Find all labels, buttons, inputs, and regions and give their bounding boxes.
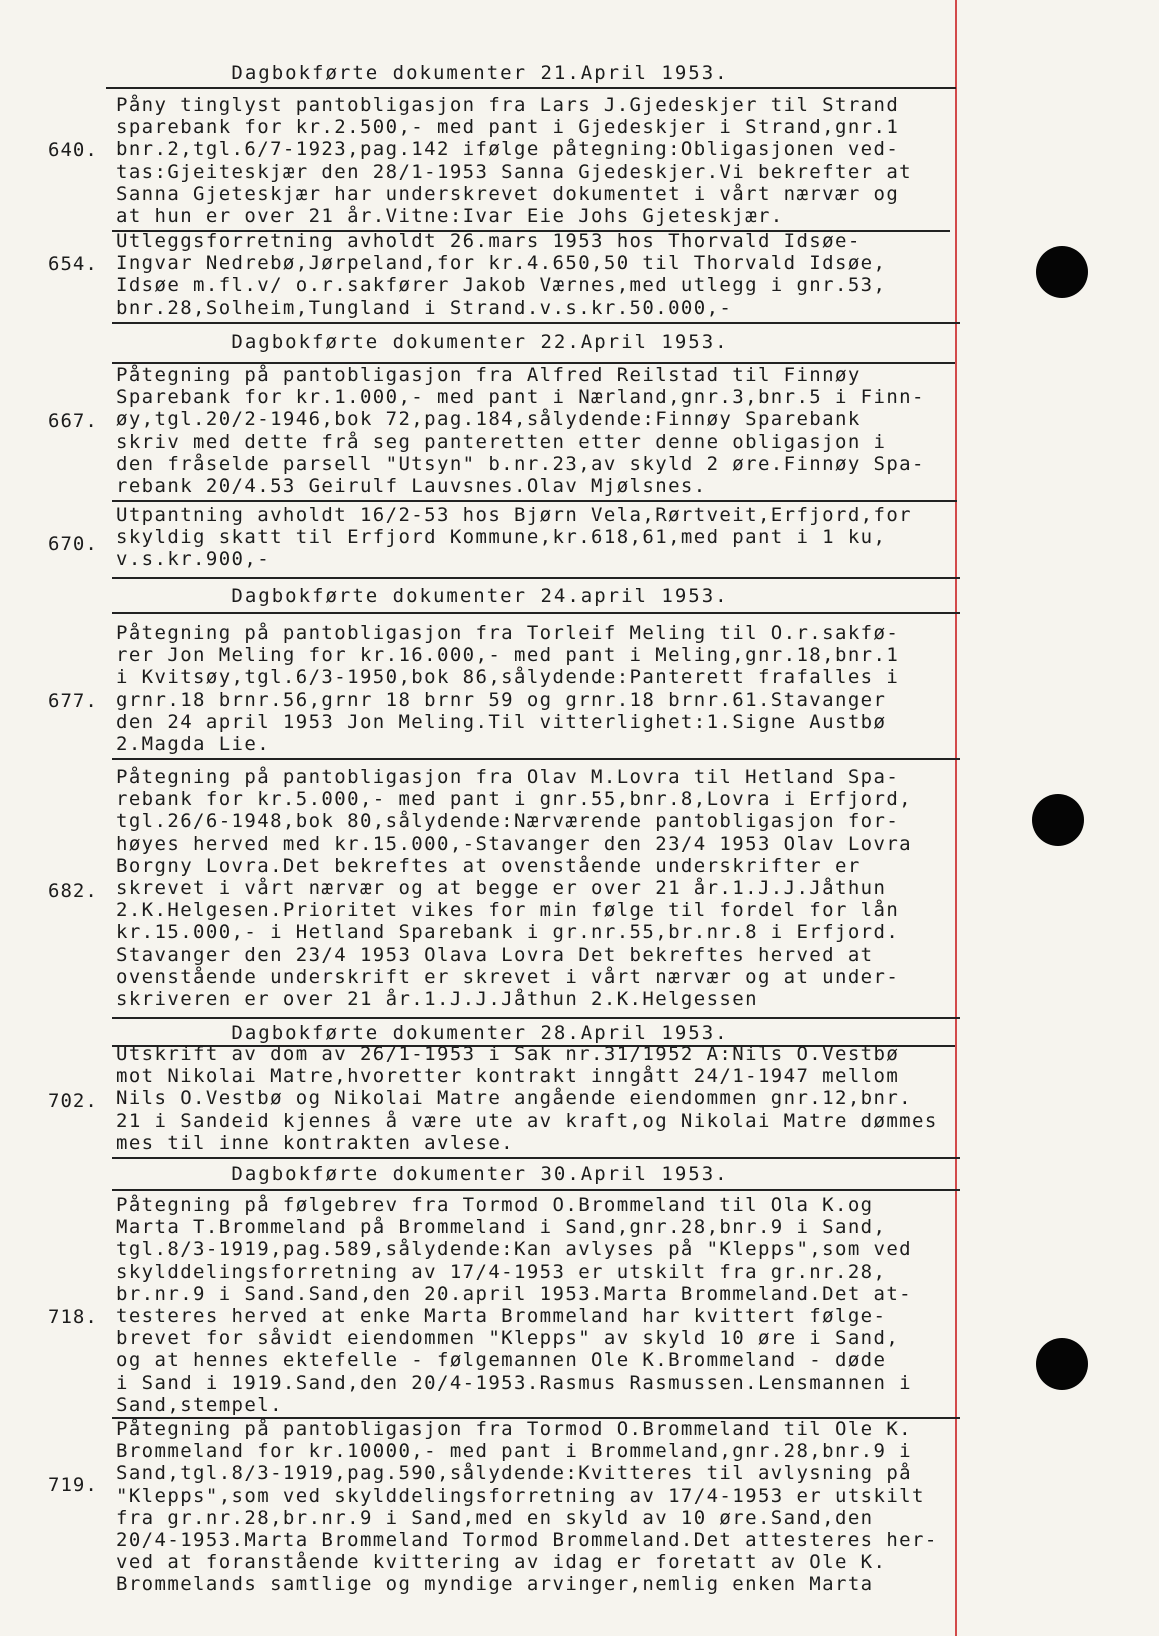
entry-line: 21 i Sandeid kjennes å være ute av kraft,og Nikolai Matre dømmes xyxy=(116,1109,938,1132)
entry-line: rebank for kr.5.000,- med pant i gnr.55,bnr.8,Lovra i Erfjord, xyxy=(116,788,913,811)
entry-line: Nils O.Vestbø og Nikolai Matre angående eiendommen gnr.12,bnr. xyxy=(116,1087,913,1110)
entry-text xyxy=(116,1043,938,1154)
entry-line: øy,tgl.20/2-1946,bok 72,pag.184,sålydende:Finnøy Sparebank xyxy=(116,408,861,431)
entry-line: tgl.26/6-1948,bok 80,sålydende:Nærværende pantobligasjon for- xyxy=(116,810,900,833)
entry-line: sparebank for kr.2.500,- med pant i Gjedeskjer i Strand,gnr.1 xyxy=(116,116,900,139)
entry-number: 670. xyxy=(48,533,98,555)
entry-line: 2.Magda Lie. xyxy=(116,733,271,756)
divider xyxy=(112,500,957,502)
entry-line: i Sand i 1919.Sand,den 20/4-1953.Rasmus Rasmussen.Lensmannen i xyxy=(116,1371,913,1394)
entry-line: tas:Gjeiteskjær den 28/1-1953 Sanna Gjedeskjer.Vi bekrefter at xyxy=(116,160,913,183)
divider xyxy=(112,322,960,324)
entry-line: Utleggsforretning avholdt 26.mars 1953 hos Thorvald Idsøe- xyxy=(116,230,861,252)
date-heading: Dagbokførte dokumenter 24.april 1953. xyxy=(231,585,729,607)
entry-line: Ingvar Nedrebø,Jørpeland,for kr.4.650,50 til Thorvald Idsøe, xyxy=(116,252,887,275)
entry-line: Idsøe m.fl.v/ o.r.sakfører Jakob Værnes,med utlegg i gnr.53, xyxy=(116,274,887,297)
divider xyxy=(112,577,960,579)
entry-line: Stavanger den 23/4 1953 Olava Lovra Det bekreftes herved at xyxy=(116,943,874,966)
entry-text xyxy=(116,1418,938,1596)
entry-number: 640. xyxy=(48,139,98,161)
entry-line: Utpantning avholdt 16/2-53 hos Bjørn Vela,Rørtveit,Erfjord,for xyxy=(116,504,913,526)
entry-number: 677. xyxy=(48,690,98,712)
entry-text xyxy=(116,766,912,1010)
entry-line: Borgny Lovra.Det bekreftes at ovenstående underskrifter er xyxy=(116,854,861,877)
divider xyxy=(112,1157,960,1159)
entry-line: br.nr.9 i Sand.Sand,den 20.april 1953.Marta Brommeland.Det at- xyxy=(116,1282,913,1305)
entry-line: mes til inne kontrakten avlese. xyxy=(116,1131,515,1154)
entry-line: mot Nikolai Matre,hvoretter kontrakt inngått 24/1-1947 mellom xyxy=(116,1065,900,1088)
entry-text xyxy=(116,504,912,571)
entry-line: grnr.18 brnr.56,grnr 18 brnr 59 og grnr.18 brnr.61.Stavanger xyxy=(116,688,887,711)
entry-line: skrevet i vårt nærvær og at begge er over 21 år.1.J.J.Jåthun xyxy=(116,877,887,900)
entry-number: 718. xyxy=(48,1306,98,1328)
entry-line: 20/4-1953.Marta Brommeland Tormod Brommeland.Det attesteres her- xyxy=(116,1529,938,1552)
entry-line: Påtegning på pantobligasjon fra Torleif Meling til O.r.sakfø- xyxy=(116,622,900,644)
entry-text xyxy=(116,1194,912,1416)
entry-line: i Kvitsøy,tgl.6/3-1950,bok 86,sålydende:Panterett frafalles i xyxy=(116,666,900,689)
entry-line: Påtegning på pantobligasjon fra Alfred Reilstad til Finnøy xyxy=(116,364,861,386)
entry-line: skyldig skatt til Erfjord Kommune,kr.618,61,med pant i 1 ku, xyxy=(116,526,887,549)
entry-number: 654. xyxy=(48,253,98,275)
entry-line: Marta T.Brommeland på Brommeland i Sand,gnr.28,bnr.9 i Sand, xyxy=(116,1216,887,1239)
punch-hole-icon xyxy=(1036,246,1088,298)
entry-line: Sand,tgl.8/3-1919,pag.590,sålydende:Kvitteres til avlysning på xyxy=(116,1462,913,1485)
entry-line: Påtegning på pantobligasjon fra Tormod O.Brommeland til Ole K. xyxy=(116,1418,913,1440)
entry-line: testeres herved at enke Marta Brommeland har kvittert følge- xyxy=(116,1305,887,1328)
divider xyxy=(112,758,960,760)
date-heading: Dagbokførte dokumenter 21.April 1953. xyxy=(231,62,729,84)
entry-line: Sand,stempel. xyxy=(116,1393,283,1416)
entry-line: bnr.28,Solheim,Tungland i Strand.v.s.kr.50.000,- xyxy=(116,296,733,319)
entry-number: 667. xyxy=(48,410,98,432)
punch-hole-icon xyxy=(1036,1338,1088,1390)
entry-line: skriveren er over 21 år.1.J.J.Jåthun 2.K.Helgessen xyxy=(116,988,758,1011)
entry-line: 2.K.Helgesen.Prioritet vikes for min følge til fordel for lån xyxy=(116,899,900,922)
entry-line: tgl.8/3-1919,pag.589,sålydende:Kan avlyses på "Klepps",som ved xyxy=(116,1238,913,1261)
entry-line: Påtegning på følgebrev fra Tormod O.Brommeland til Ola K.og xyxy=(116,1194,874,1216)
entry-line: Sparebank for kr.1.000,- med pant i Nærland,gnr.3,bnr.5 i Finn- xyxy=(116,386,925,409)
entry-number: 702. xyxy=(48,1090,98,1112)
divider xyxy=(112,612,960,614)
divider xyxy=(112,1189,960,1191)
entry-line: kr.15.000,- i Hetland Sparebank i gr.nr.55,br.nr.8 i Erfjord. xyxy=(116,921,900,944)
date-heading: Dagbokførte dokumenter 30.April 1953. xyxy=(231,1163,729,1185)
divider xyxy=(106,87,956,89)
entry-line: Påny tinglyst pantobligasjon fra Lars J.Gjedeskjer til Strand xyxy=(116,94,900,116)
date-heading: Dagbokførte dokumenter 22.April 1953. xyxy=(231,331,729,353)
entry-line: Brommeland for kr.10000,- med pant i Brommeland,gnr.28,bnr.9 i xyxy=(116,1440,913,1463)
entry-number: 719. xyxy=(48,1474,98,1496)
divider xyxy=(112,1017,960,1019)
entry-text xyxy=(116,622,899,755)
entry-line: "Klepps",som ved skylddelingsforretning av 17/4-1953 er utskilt xyxy=(116,1484,925,1507)
entry-line: Brommelands samtlige og myndige arvinger,nemlig enken Marta xyxy=(116,1573,874,1596)
entry-text xyxy=(116,230,886,319)
punch-hole-icon xyxy=(1032,794,1084,846)
entry-text xyxy=(116,364,925,497)
date-heading: Dagbokførte dokumenter 28.April 1953. xyxy=(231,1022,729,1044)
entry-line: den 24 april 1953 Jon Meling.Til vitterlighet:1.Signe Austbø xyxy=(116,710,887,733)
entry-line: Utskrift av dom av 26/1-1953 i Sak nr.31/1952 A:Nils O.Vestbø xyxy=(116,1043,900,1065)
entry-line: at hun er over 21 år.Vitne:Ivar Eie Johs Gjeteskjær. xyxy=(116,205,784,228)
entry-line: v.s.kr.900,- xyxy=(116,548,271,571)
entry-line: og at hennes ektefelle - følgemannen Ole K.Brommeland - døde xyxy=(116,1349,887,1372)
entry-line: fra gr.nr.28,br.nr.9 i Sand,med en skyld av 10 øre.Sand,den xyxy=(116,1506,874,1529)
entry-line: bnr.2,tgl.6/7-1923,pag.142 ifølge påtegning:Obligasjonen ved- xyxy=(116,138,900,161)
entry-line: rebank 20/4.53 Geirulf Lauvsnes.Olav Mjølsnes. xyxy=(116,475,707,498)
entry-number: 682. xyxy=(48,880,98,902)
entry-line: skriv med dette frå seg panteretten etter denne obligasjon i xyxy=(116,430,887,453)
entry-line: Påtegning på pantobligasjon fra Olav M.Lovra til Hetland Spa- xyxy=(116,766,900,788)
entry-line: skylddelingsforretning av 17/4-1953 er utskilt fra gr.nr.28, xyxy=(116,1260,887,1283)
red-margin-line xyxy=(955,0,957,1636)
entry-line: rer Jon Meling for kr.16.000,- med pant i Meling,gnr.18,bnr.1 xyxy=(116,644,900,667)
entry-line: den fråselde parsell "Utsyn" b.nr.23,av skyld 2 øre.Finnøy Spa- xyxy=(116,452,925,475)
entry-text xyxy=(116,94,912,227)
entry-line: ved at foranstående kvittering av idag er foretatt av Ole K. xyxy=(116,1551,887,1574)
entry-line: brevet for såvidt eiendommen "Klepps" av skyld 10 øre i Sand, xyxy=(116,1327,900,1350)
entry-line: høyes herved med kr.15.000,-Stavanger den 23/4 1953 Olav Lovra xyxy=(116,832,913,855)
entry-line: ovenstående underskrift er skrevet i vårt nærvær og at under- xyxy=(116,965,900,988)
entry-line: Sanna Gjeteskjær har underskrevet dokumentet i vårt nærvær og xyxy=(116,182,900,205)
